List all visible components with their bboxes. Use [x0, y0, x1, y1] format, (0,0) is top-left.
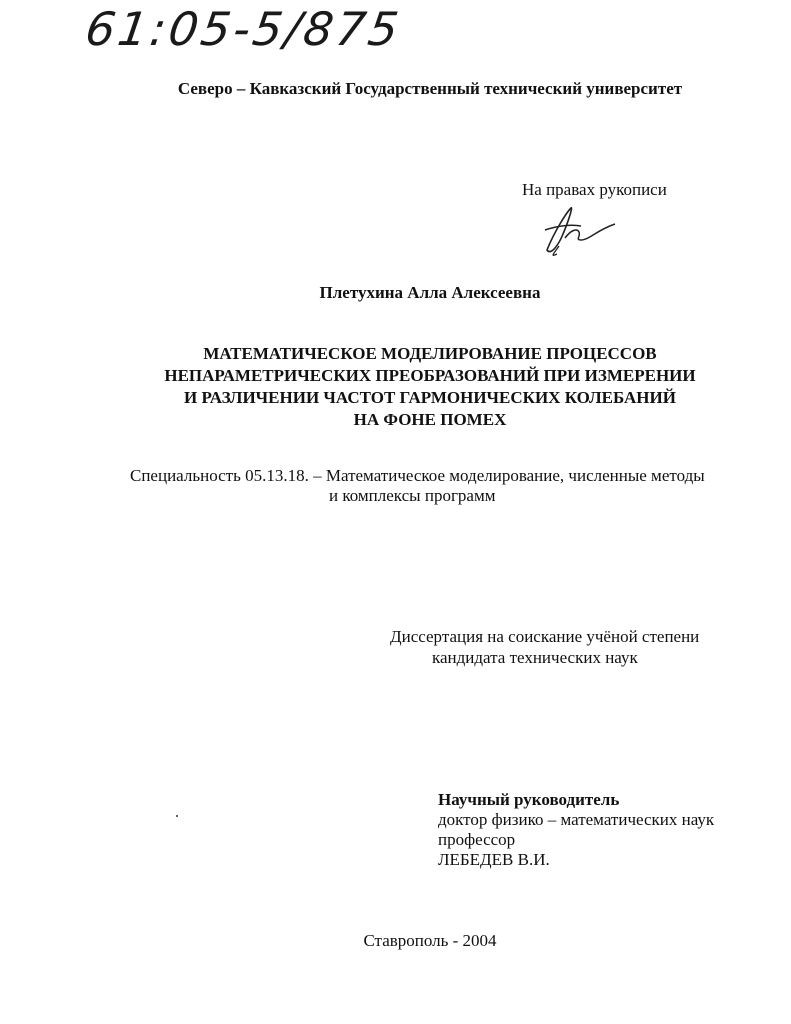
specialty-line-2: и комплексы программ: [329, 486, 496, 505]
city-year: Ставрополь - 2004: [363, 931, 497, 950]
title-line: НА ФОНЕ ПОМЕХ: [353, 410, 507, 429]
supervisor-rank: профессор: [438, 830, 516, 849]
stray-dot: [176, 815, 178, 817]
title-line: МАТЕМАТИЧЕСКОЕ МОДЕЛИРОВАНИЕ ПРОЦЕССОВ: [203, 344, 657, 363]
dissertation-note-line-2: кандидата технических наук: [432, 648, 638, 667]
university-name: Северо – Кавказский Государственный технический университет: [177, 79, 683, 98]
signature-icon: [537, 200, 619, 260]
author-name: Плетухина Алла Алексеевна: [319, 283, 541, 302]
title-line: И РАЗЛИЧЕНИИ ЧАСТОТ ГАРМОНИЧЕСКИХ КОЛЕБАНИЙ: [184, 388, 676, 407]
supervisor-heading: Научный руководитель: [438, 790, 620, 809]
specialty-line-1: Специальность 05.13.18. – Математическое моделирование, численные методы: [130, 466, 705, 485]
rights-note: На правах рукописи: [522, 180, 667, 199]
title-line: НЕПАРАМЕТРИЧЕСКИХ ПРЕОБРАЗОВАНИЙ ПРИ ИЗМЕРЕНИИ: [164, 366, 696, 385]
dissertation-note-line-1: Диссертация на соискание учёной степени: [390, 627, 700, 646]
handwritten-code: 61:05-5/875: [82, 2, 405, 56]
supervisor-degree: доктор физико – математических наук: [438, 810, 715, 829]
supervisor-name: ЛЕБЕДЕВ В.И.: [438, 850, 550, 869]
dissertation-title: [0, 343, 791, 431]
